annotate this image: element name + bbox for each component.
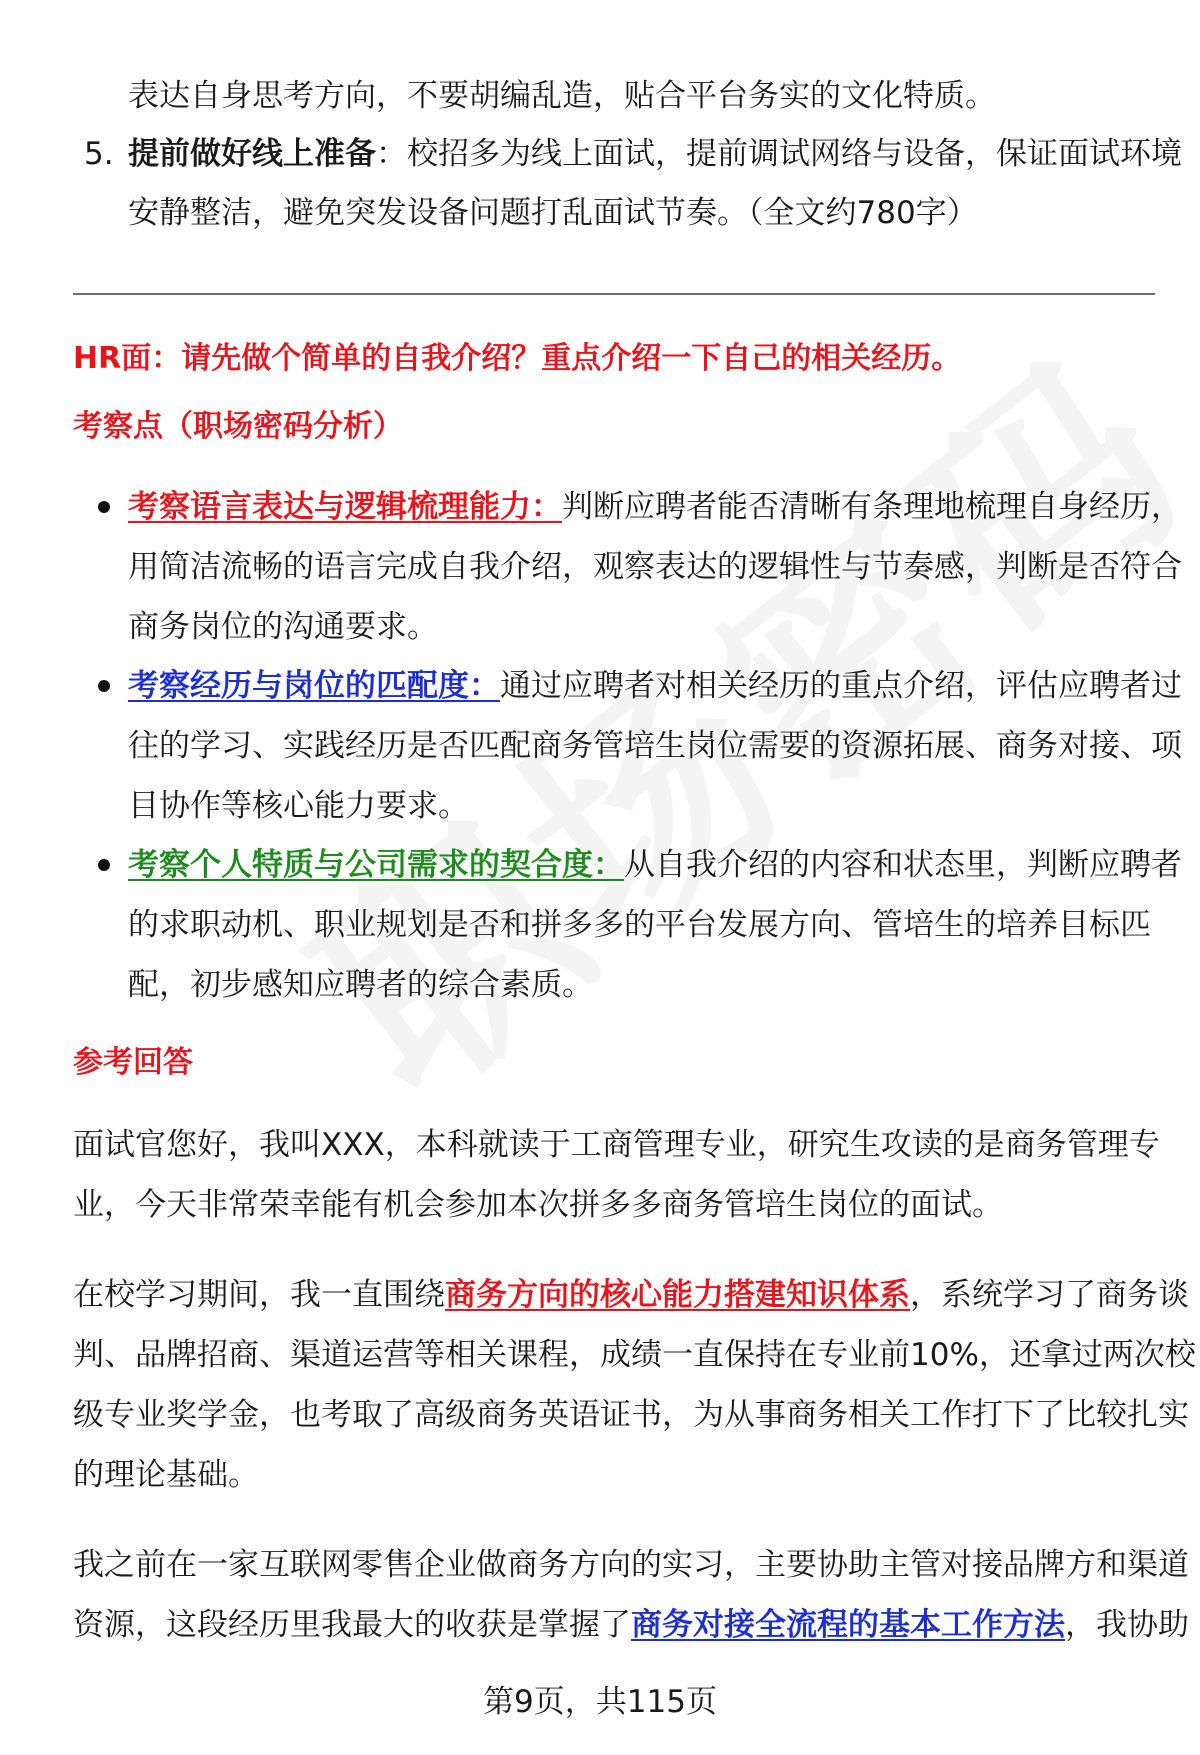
list-item-5-line2: 安静整洁，避免突发设备问题打乱面试节奏。（全文约780字） (128, 195, 978, 231)
answer-para1-line1: 面试官您好，我叫XXX，本科就读于工商管理专业，研究生攻读的是商务管理专 (73, 1127, 1160, 1163)
bullet-2-line2: 往的学习、实践经历是否匹配商务管培生岗位需要的资源拓展、商务对接、项 (128, 728, 1182, 764)
page-footer: 第9页，共115页 (483, 1684, 717, 1720)
answer-para3-line2 (73, 1603, 1189, 1647)
bullet-1-text: 判断应聘者能否清晰有条理地梳理自身经历， (562, 489, 1182, 525)
answer-heading: 参考回答 (73, 1045, 193, 1080)
bullet-2-line1 (128, 664, 1182, 708)
analysis-heading: 考察点（职场密码分析） (73, 409, 403, 444)
section-divider (73, 293, 1155, 295)
bullet-3-title: 考察个人特质与公司需求的契合度： (128, 847, 624, 883)
bullet-3-line1 (128, 843, 1182, 887)
list-item-5-title: 提前做好线上准备 (128, 136, 376, 172)
bullet-3-line3: 配，初步感知应聘者的综合素质。 (128, 967, 593, 1003)
bullet-3-line2: 的求职动机、职业规划是否和拼多多的平台发展方向、管培生的培养目标匹 (128, 907, 1151, 943)
list-item-5-line1 (128, 132, 1182, 176)
bullet-dot (98, 680, 110, 692)
list-continuation-line: 表达自身思考方向，不要胡编乱造，贴合平台务实的文化特质。 (128, 78, 996, 114)
para3-highlight: 商务对接全流程的基本工作方法 (631, 1607, 1065, 1643)
watermark (240, 269, 1200, 1157)
bullet-dot (98, 501, 110, 513)
bullet-1-line2: 用简洁流畅的语言完成自我介绍，观察表达的逻辑性与节奏感，判断是否符合 (128, 549, 1182, 585)
bullet-1-title: 考察语言表达与逻辑梳理能力： (128, 489, 562, 525)
bullet-2-text: 通过应聘者对相关经历的重点介绍，评估应聘者过 (500, 668, 1182, 704)
list-number: 5. (84, 136, 114, 172)
para2-text: 在校学习期间，我一直围绕 (73, 1277, 445, 1313)
list-item-5-text: ：校招多为线上面试，提前调试网络与设备，保证面试环境 (376, 136, 1182, 172)
para3-text: ，我协助 (1065, 1607, 1189, 1643)
bullet-dot (98, 859, 110, 871)
para3-text: 资源，这段经历里我最大的收获是掌握了 (73, 1607, 631, 1643)
bullet-2-title: 考察经历与岗位的匹配度： (128, 668, 500, 704)
answer-para2-line2: 判、品牌招商、渠道运营等相关课程，成绩一直保持在专业前10%，还拿过两次校 (73, 1337, 1196, 1373)
answer-para1-line2: 业，今天非常荣幸能有机会参加本次拼多多商务管培生岗位的面试。 (73, 1187, 1003, 1223)
answer-para2-line4: 的理论基础。 (73, 1457, 259, 1493)
bullet-2-line3: 目协作等核心能力要求。 (128, 788, 469, 824)
bullet-1-line3: 商务岗位的沟通要求。 (128, 609, 438, 645)
question-heading: HR面：请先做个简单的自我介绍？重点介绍一下自己的相关经历。 (73, 341, 962, 376)
para2-text: ，系统学习了商务谈 (910, 1277, 1189, 1313)
answer-para2-line3: 级专业奖学金，也考取了高级商务英语证书，为从事商务相关工作打下了比较扎实 (73, 1397, 1189, 1433)
bullet-1-line1 (128, 485, 1182, 529)
answer-para3-line1: 我之前在一家互联网零售企业做商务方向的实习，主要协助主管对接品牌方和渠道 (73, 1547, 1189, 1583)
para2-highlight: 商务方向的核心能力搭建知识体系 (445, 1277, 910, 1313)
answer-para2-line1 (73, 1273, 1189, 1317)
bullet-3-text: 从自我介绍的内容和状态里，判断应聘者 (624, 847, 1182, 883)
